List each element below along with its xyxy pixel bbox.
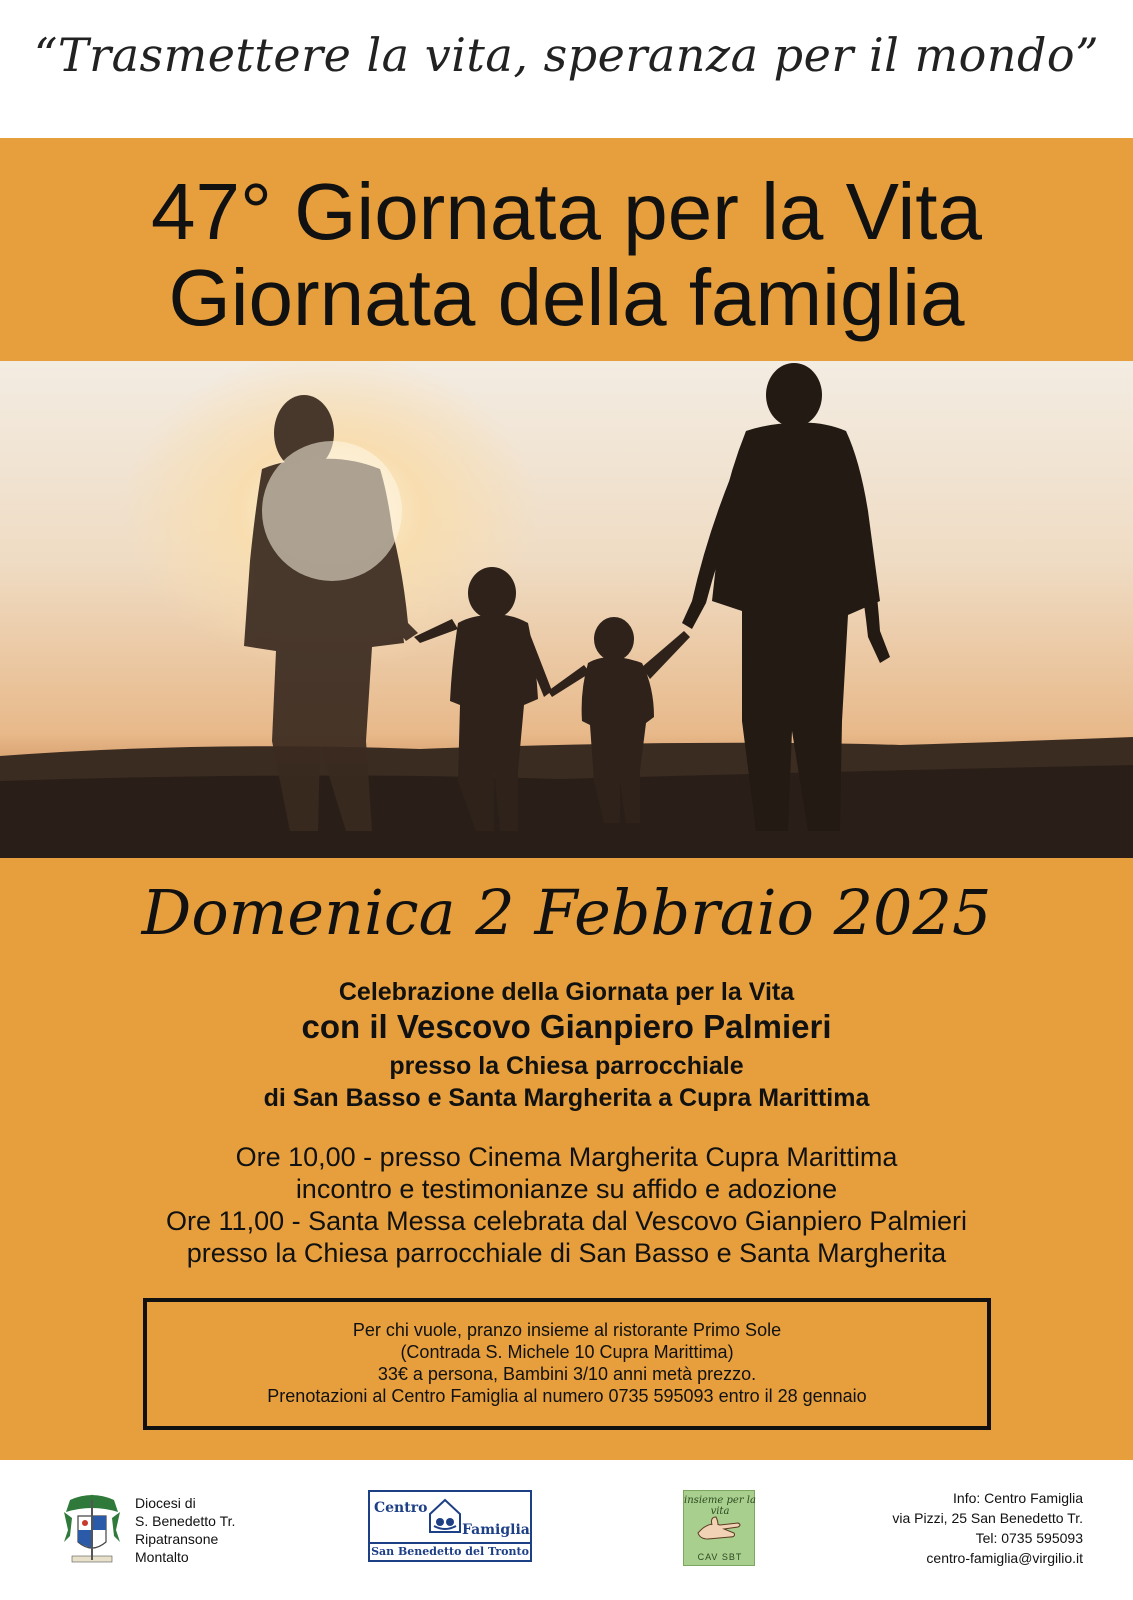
centro-famiglia-logo	[368, 1490, 532, 1562]
family-silhouette-photo	[0, 361, 1133, 858]
event-date: Domenica 2 Febbraio 2025	[141, 876, 992, 949]
hands-icon	[694, 1511, 746, 1547]
cf-logo-top: Centro	[374, 1500, 428, 1516]
event-title: 47° Giornata per la Vita	[150, 167, 982, 256]
celebration-line-2: con il Vescovo Gianpiero Palmieri	[301, 1008, 832, 1045]
diocese-line-2: S. Benedetto Tr.	[135, 1513, 236, 1529]
program-line-3: Ore 11,00 - Santa Messa celebrata dal Vescovo Gianpiero Palmieri	[166, 1206, 967, 1236]
cav-logo-top: insieme per la vita	[684, 1495, 756, 1517]
footer	[0, 1460, 1133, 1600]
diocese-name	[135, 1494, 235, 1566]
diocese-line-4: Montalto	[135, 1549, 189, 1565]
event-details-panel	[0, 858, 1133, 1460]
lunch-line-1: Per chi vuole, pranzo insieme al ristorante Primo Sole	[352, 1320, 782, 1340]
event-subtitle: Giornata della famiglia	[168, 253, 965, 342]
program-line-2: incontro e testimonianze su affido e adozione	[295, 1174, 838, 1204]
family-silhouette-image	[0, 361, 1133, 858]
motto-text: “Trasmettere la vita, speranza per il mondo”	[33, 28, 1100, 82]
lunch-info-box	[143, 1298, 991, 1430]
info-phone: Tel: 0735 595093	[975, 1530, 1083, 1546]
lunch-line-3: 33€ a persona, Bambini 3/10 anni metà prezzo.	[377, 1364, 757, 1384]
cf-logo-middle: Famiglia	[462, 1522, 530, 1538]
diocese-line-3: Ripatransone	[135, 1531, 219, 1547]
info-line-1: Info: Centro Famiglia	[953, 1490, 1083, 1506]
cav-logo-bottom: CAV SBT	[697, 1552, 743, 1562]
contact-info	[892, 1488, 1083, 1568]
lunch-line-2: (Contrada S. Michele 10 Cupra Marittima)	[400, 1342, 734, 1362]
program-line-1: Ore 10,00 - presso Cinema Margherita Cupra Marittima	[235, 1142, 898, 1172]
house-icon	[428, 1498, 462, 1534]
program-line-4: presso la Chiesa parrocchiale di San Basso e Santa Margherita	[186, 1238, 947, 1268]
celebration-line-3: presso la Chiesa parrocchiale	[389, 1052, 744, 1080]
cav-logo	[683, 1490, 755, 1566]
lunch-line-4: Prenotazioni al Centro Famiglia al numero 0735 595093 entro il 28 gennaio	[267, 1386, 867, 1406]
info-email: centro-famiglia@virgilio.it	[926, 1550, 1083, 1566]
title-band	[0, 138, 1133, 361]
diocese-line-1: Diocesi di	[135, 1495, 196, 1511]
diocese-crest-icon	[60, 1490, 124, 1568]
info-address: via Pizzi, 25 San Benedetto Tr.	[892, 1510, 1083, 1526]
celebration-line-4: di San Basso e Santa Margherita a Cupra Marittima	[263, 1084, 870, 1112]
celebration-line-1: Celebrazione della Giornata per la Vita	[338, 978, 795, 1006]
cf-logo-bottom: San Benedetto del Tronto	[370, 1542, 530, 1560]
